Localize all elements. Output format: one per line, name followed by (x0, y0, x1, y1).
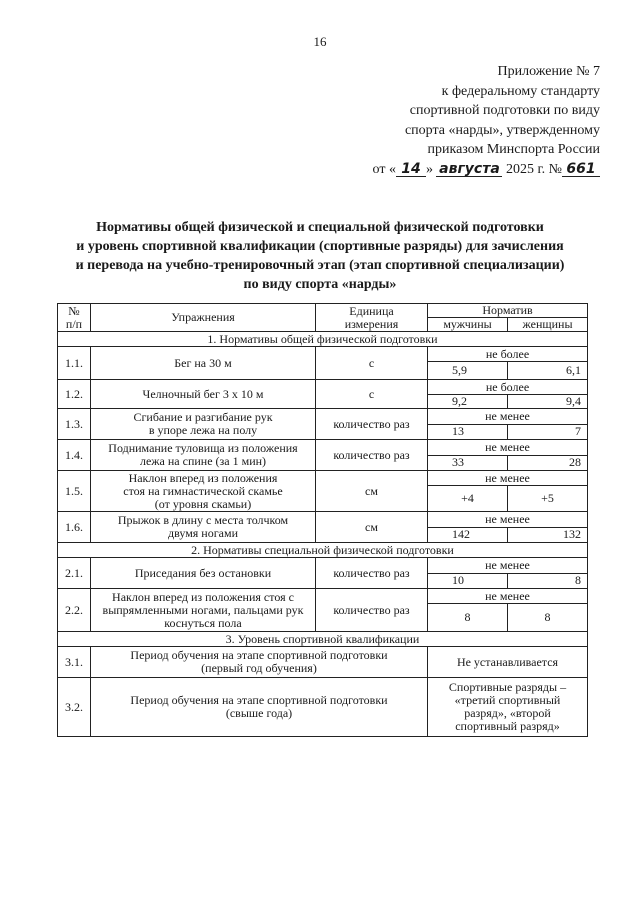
handwritten-day: 14 (396, 162, 426, 177)
exercise-line: коснуться пола (164, 615, 242, 630)
unit-cell: с (316, 347, 428, 380)
title-line: по виду спорта «нарды» (243, 277, 397, 292)
qualification-line: Период обучения на этапе спортивной подготовки (130, 693, 388, 707)
row-number: 1.3. (58, 409, 91, 440)
section-title: 3. Уровень спортивной квалификации (58, 632, 588, 647)
exercise-name (91, 512, 316, 543)
appendix-line: приказом Минспорта России (427, 142, 600, 157)
appendix-line: к федеральному стандарту (441, 83, 600, 99)
qualification-line: (первый год обучения) (201, 661, 317, 675)
unit-cell: количество раз (316, 589, 428, 632)
unit-cell: количество раз (316, 440, 428, 471)
women-value: 132 (508, 527, 588, 543)
qualification-row (58, 678, 588, 737)
title-line: и уровень спортивной квалификации (спортивные разряды) для зачисления (76, 239, 564, 254)
handwritten-order-number: 661 (562, 162, 600, 177)
qualification-row (58, 647, 588, 678)
row-number: 1.5. (58, 471, 91, 512)
appendix-line: Приложение № 7 (497, 64, 600, 79)
header-number: № п/п (58, 304, 91, 332)
unit-cell: см (316, 471, 428, 512)
men-value: 9,2 (428, 395, 508, 409)
exercise-line: Прыжок в длину с места толчком (117, 513, 289, 527)
order-date-line (360, 160, 600, 180)
title-line: и перевода на учебно-тренировочный этап (этап спортивной специализации) (75, 258, 565, 273)
table-row (58, 409, 588, 425)
norm-condition: не менее (428, 512, 588, 528)
qualification-value (428, 647, 588, 678)
exercise-line: лежа на спине (за 1 мин) (139, 454, 267, 468)
exercise-line: в упоре лежа на полу (148, 423, 258, 437)
norm-condition: не менее (428, 558, 588, 574)
norm-condition: не более (428, 347, 588, 362)
women-value: 8 (508, 573, 588, 589)
men-value: 33 (428, 455, 508, 471)
section-title: 1. Нормативы общей физической подготовки (58, 332, 588, 347)
exercise-line: Наклон вперед из положения стоя с (112, 589, 294, 604)
exercise-name (91, 589, 316, 632)
qualification-text (91, 678, 428, 737)
women-value: 8 (508, 604, 588, 632)
qualification-text (91, 647, 428, 678)
qualification-value (428, 678, 588, 737)
exercise-name (91, 471, 316, 512)
header-unit: Единица измерения (316, 304, 428, 332)
standards-table (57, 303, 588, 737)
date-mid: » (425, 161, 433, 177)
norm-condition: не менее (428, 471, 588, 486)
header-norm: Норматив (428, 304, 588, 318)
women-value: 7 (508, 424, 588, 440)
qualification-value-line: «третий спортивный (454, 693, 561, 707)
women-value: 9,4 (508, 395, 588, 409)
header-women: женщины (508, 318, 588, 332)
men-value: 142 (428, 527, 508, 543)
exercise-line: Челночный бег 3 х 10 м (142, 386, 264, 401)
row-number: 1.6. (58, 512, 91, 543)
qualification-line: (свыше года) (225, 706, 293, 720)
table-header-row (58, 304, 588, 318)
exercise-name (91, 440, 316, 471)
appendix-line: спортивной подготовки по виду (409, 103, 600, 118)
section-row (58, 632, 588, 647)
exercise-line: Наклон вперед из положения (128, 470, 278, 485)
row-number: 2.2. (58, 589, 91, 632)
row-number: 3.1. (58, 647, 91, 678)
exercise-name (91, 347, 316, 380)
exercise-line: Бег на 30 м (174, 355, 232, 370)
table-row (58, 589, 588, 604)
men-value: 10 (428, 573, 508, 589)
unit-cell: см (316, 512, 428, 543)
page-number: 16 (313, 34, 327, 49)
table-row (58, 512, 588, 528)
table-row (58, 558, 588, 574)
exercise-name (91, 380, 316, 409)
exercise-line: Сгибание и разгибание рук (133, 410, 273, 424)
exercise-line: выпрямленными ногами, пальцами рук (102, 602, 304, 617)
women-value: 6,1 (508, 362, 588, 380)
unit-cell: количество раз (316, 409, 428, 440)
document-title (40, 218, 600, 294)
men-value: 5,9 (428, 362, 508, 380)
section-title: 2. Нормативы специальной физической подготовки (58, 543, 588, 558)
men-value: 13 (428, 424, 508, 440)
men-value: +4 (428, 486, 508, 512)
row-number: 3.2. (58, 678, 91, 737)
appendix-line: спорта «нарды», утвержденному (404, 122, 600, 138)
qualification-value-line: разряд», «второй (464, 706, 551, 720)
norm-condition: не менее (428, 409, 588, 425)
women-value: 28 (508, 455, 588, 471)
qualification-line: Период обучения на этапе спортивной подготовки (130, 648, 388, 662)
appendix-block (360, 62, 600, 179)
date-year: 2025 г. № (505, 161, 562, 177)
unit-cell: количество раз (316, 558, 428, 589)
qualification-value-line: Не устанавливается (456, 654, 559, 669)
header-men: мужчины (428, 318, 508, 332)
men-value: 8 (428, 604, 508, 632)
exercise-name (91, 409, 316, 440)
exercise-line: Приседания без остановки (134, 565, 272, 580)
title-line: Нормативы общей физической и специальной физической подготовки (96, 220, 544, 235)
date-prefix: от « (372, 161, 396, 177)
norm-condition: не более (428, 380, 588, 395)
table-row (58, 380, 588, 395)
women-value: +5 (508, 486, 588, 512)
exercise-line: стоя на гимнастической скамье (123, 483, 283, 498)
table-row (58, 471, 588, 486)
norm-condition: не менее (428, 589, 588, 604)
section-row (58, 543, 588, 558)
row-number: 1.1. (58, 347, 91, 380)
row-number: 2.1. (58, 558, 91, 589)
exercise-line: Поднимание туловища из положения (108, 441, 298, 455)
header-exercise: Упражнения (91, 304, 316, 332)
table-row (58, 347, 588, 362)
exercise-line: двумя ногами (167, 526, 238, 540)
row-number: 1.2. (58, 380, 91, 409)
exercise-name (91, 558, 316, 589)
qualification-value-line: Спортивные разряды – (448, 680, 567, 694)
exercise-line: (от уровня скамьи) (154, 496, 252, 511)
norm-condition: не менее (428, 440, 588, 456)
qualification-value-line: спортивный разряд» (455, 719, 560, 733)
section-row (58, 332, 588, 347)
handwritten-month: августа (436, 162, 502, 177)
row-number: 1.4. (58, 440, 91, 471)
table-row (58, 440, 588, 456)
unit-cell: с (316, 380, 428, 409)
